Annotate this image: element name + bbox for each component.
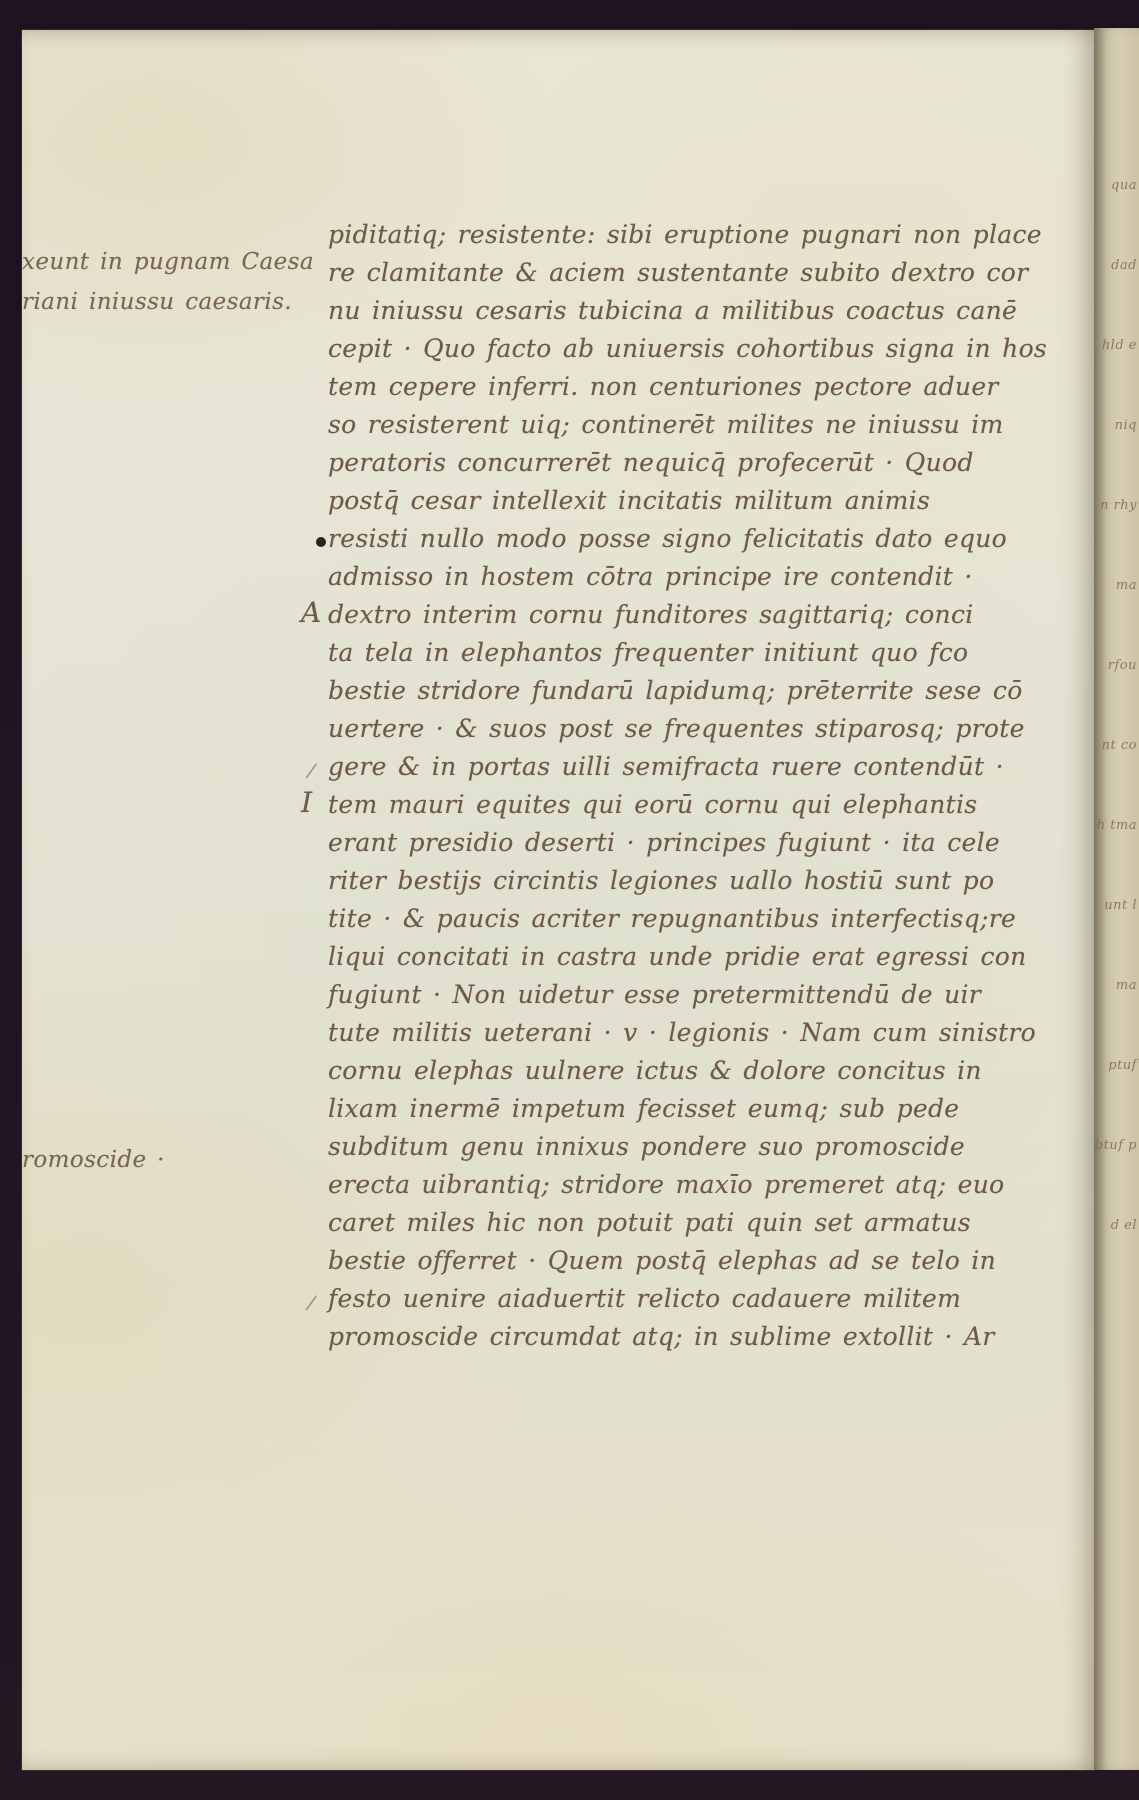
- manuscript-line: subditum genu innixus pondere suo promoscide: [328, 1132, 966, 1161]
- manuscript-line: fugiunt · Non uidetur esse pretermittendū de uir: [328, 980, 982, 1009]
- facing-page-text-fragment: dad: [1111, 258, 1137, 273]
- manuscript-line: erecta uibrantiq; stridore maxīo premeret atq; euo: [328, 1170, 1005, 1199]
- facing-page-text-fragment: nt co: [1101, 738, 1137, 753]
- manuscript-line: peratoris concurrerēt nequicq̄ profecerūt · Quod: [328, 448, 974, 477]
- facing-page-text-fragment: n rhy: [1100, 498, 1137, 513]
- manuscript-line: I tem mauri equites qui eorū cornu qui elephantis: [328, 786, 996, 824]
- facing-page-text-fragment: unt l: [1104, 898, 1137, 913]
- manuscript-line: piditatiq; resistente: sibi eruptione pugnari non place: [328, 220, 1042, 249]
- manuscript-line: bestie offerret · Quem postq̄ elephas ad se telo in: [328, 1246, 997, 1275]
- manuscript-line: postq̄ cesar intellexit incitatis militum animis: [328, 486, 931, 515]
- margin-note-caesariani: [22, 242, 314, 322]
- manuscript-line: A dextro interim cornu funditores sagittariq; conci: [328, 596, 996, 634]
- facing-page-text-fragment: d el: [1110, 1218, 1137, 1233]
- manuscript-line: uertere · & suos post se frequentes stiparosq; prote: [328, 714, 1025, 743]
- manuscript-line: re clamitante & aciem sustentante subito dextro cor: [328, 258, 1029, 287]
- manuscript-line: erant presidio deserti · principes fugiunt · ita cele: [328, 828, 1001, 857]
- facing-page-text-fragment: hld e: [1101, 338, 1137, 353]
- manuscript-line: cepit · Quo facto ab uniuersis cohortibus signa in hos: [328, 334, 1048, 363]
- manuscript-line: tute militis ueterani · v · legionis · Nam cum sinistro: [328, 1018, 1037, 1047]
- manuscript-line: resisti nullo modo posse signo felicitatis dato equo: [328, 520, 996, 558]
- facing-page-text-fragment: h tma: [1096, 818, 1137, 833]
- manuscript-line: promoscide circumdat atq; in sublime extollit · Ar: [328, 1322, 995, 1351]
- manuscript-line: cornu elephas uulnere ictus & dolore concitus in: [328, 1056, 982, 1085]
- manuscript-line: so resisterent uiq; continerēt milites ne iniussu im: [328, 410, 1004, 439]
- manuscript-line: admisso in hostem cōtra principe ire contendit ·: [328, 562, 973, 591]
- margin-note-line: xeunt in pugnam Caesa: [22, 249, 314, 275]
- manuscript-line: gere & in portas uilli semifracta ruere contendūt · /: [328, 748, 996, 786]
- facing-page-text-fragment: niq: [1114, 418, 1137, 433]
- facing-page-text-fragment: ptuf: [1108, 1058, 1137, 1073]
- manuscript-line: festo uenire aiaduertit relicto cadauere militem /: [328, 1280, 996, 1318]
- manuscript-line: bestie stridore fundarū lapidumq; prēterrite sese cō: [328, 676, 1023, 705]
- main-text-block: [301, 216, 1048, 1356]
- facing-page-text-fragment: ma: [1115, 978, 1137, 993]
- facing-page-edge: [1094, 28, 1139, 1770]
- manuscript-line: ta tela in elephantos frequenter initiunt quo fco: [328, 638, 969, 667]
- hanging-initial: A: [301, 596, 322, 629]
- facing-page-text-fragment: qua: [1111, 178, 1137, 193]
- hanging-initial: I: [301, 786, 313, 819]
- manuscript-line: liqui concitati in castra unde pridie erat egressi con: [328, 942, 1027, 971]
- facing-page-text-fragment: rfou: [1107, 658, 1137, 673]
- facing-page-text-fragment: btuf p: [1094, 1138, 1137, 1153]
- manuscript-line: lixam inermē impetum fecisset eumq; sub pede: [328, 1094, 960, 1123]
- manuscript-line: riter bestijs circintis legiones uallo hostiū sunt po: [328, 866, 995, 895]
- manuscript-page: [22, 30, 1094, 1770]
- manuscript-line: tem cepere inferri. non centuriones pectore aduer: [328, 372, 999, 401]
- margin-note-line: riani iniussu caesaris.: [22, 289, 292, 315]
- manuscript-line: nu iniussu cesaris tubicina a militibus coactus canē: [328, 296, 1018, 325]
- margin-note-promoscide: romoscide ·: [22, 1147, 165, 1173]
- manuscript-line: tite · & paucis acriter repugnantibus interfectisq;re: [328, 904, 1017, 933]
- manuscript-line: caret miles hic non potuit pati quin set armatus: [328, 1208, 971, 1237]
- facing-page-text-fragment: ma: [1115, 578, 1137, 593]
